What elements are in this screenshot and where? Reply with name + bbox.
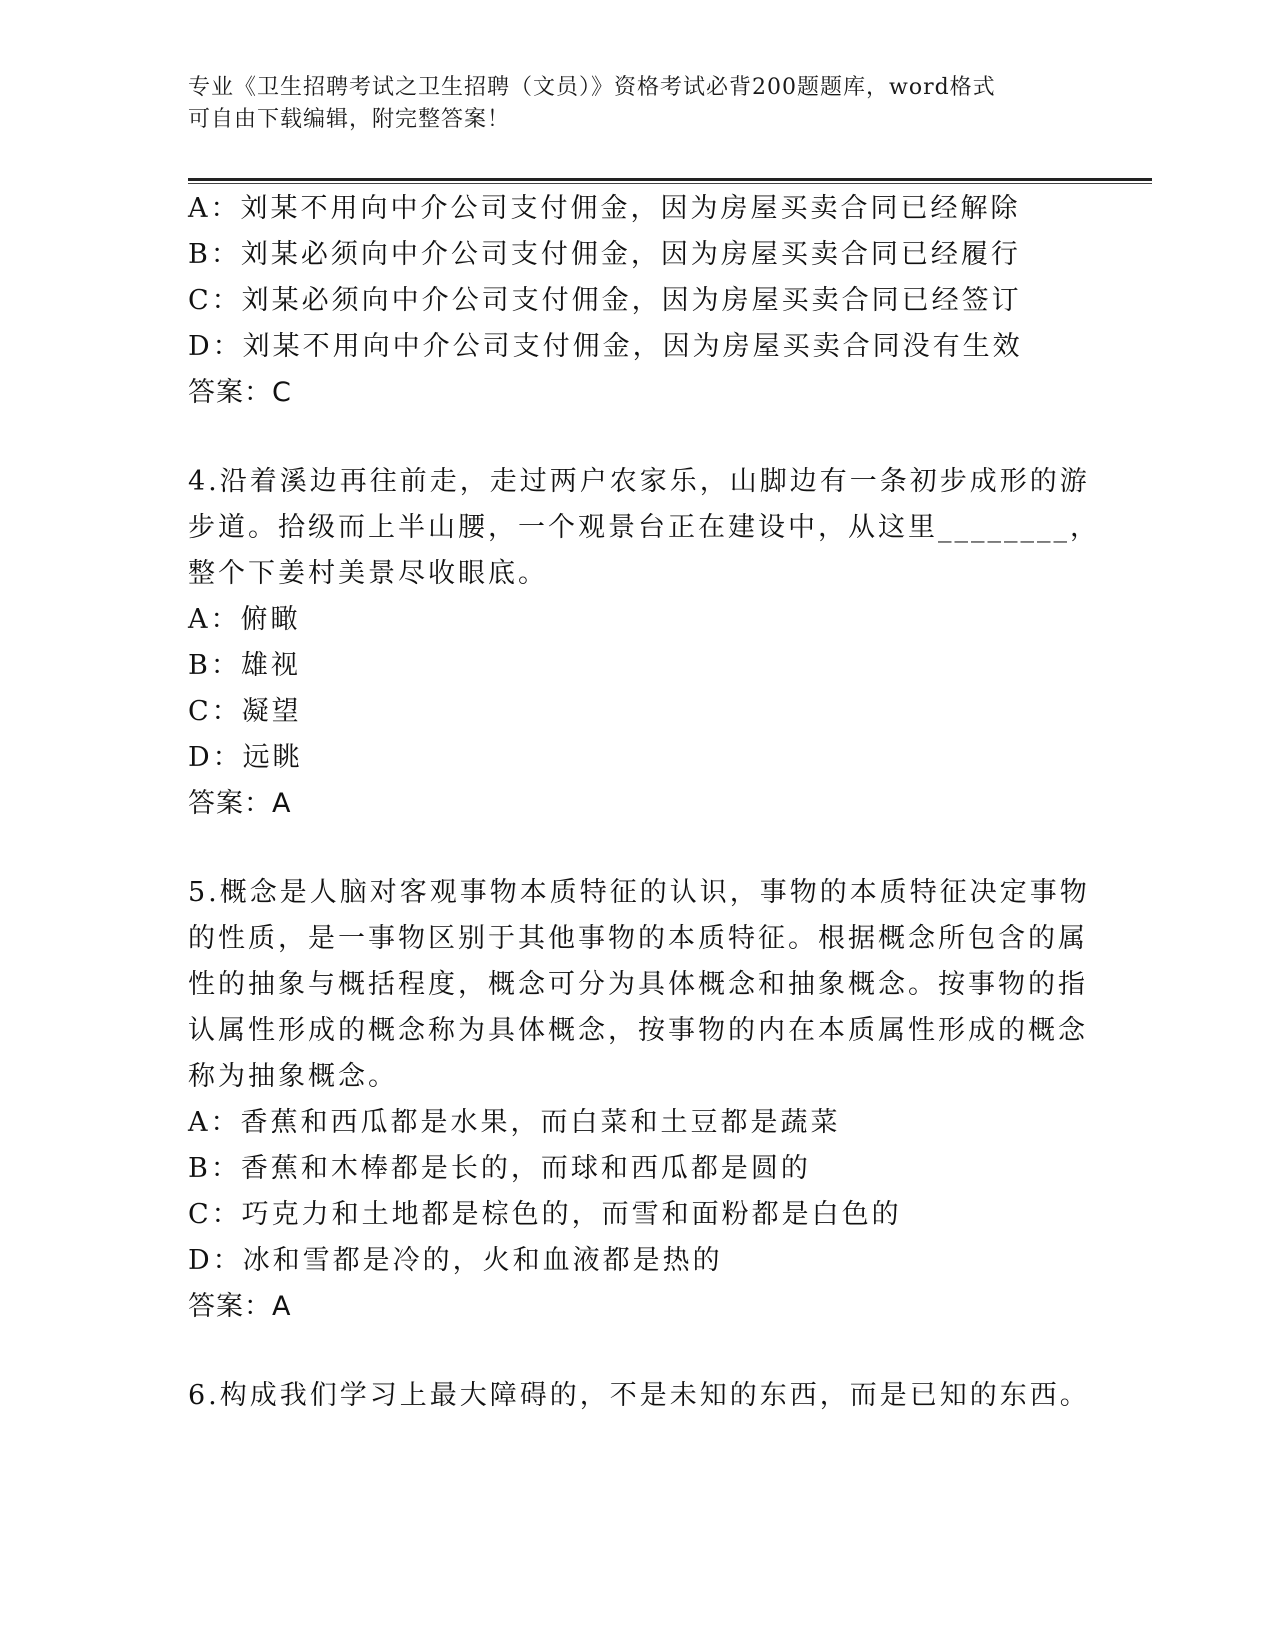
question-5 bbox=[188, 870, 1090, 1330]
question-6 bbox=[188, 1373, 1090, 1419]
option-a: A：刘某不用向中介公司支付佣金，因为房屋买卖合同已经解除 bbox=[188, 193, 1021, 224]
option-c: C：巧克力和土地都是棕色的，而雪和面粉都是白色的 bbox=[188, 1199, 902, 1230]
question-stem-line: 认属性形成的概念称为具体概念，按事物的内在本质属性形成的概念 bbox=[188, 1015, 1088, 1046]
answer-line: 答案：C bbox=[188, 377, 292, 408]
option-a: A：香蕉和西瓜都是水果，而白菜和土豆都是蔬菜 bbox=[188, 1107, 841, 1138]
header-line-2: 可自由下载编辑，附完整答案！ bbox=[188, 107, 511, 132]
question-stem-line: 5.概念是人脑对客观事物本质特征的认识，事物的本质特征决定事物 bbox=[188, 877, 1090, 908]
question-spacer bbox=[188, 827, 1068, 870]
question-3 bbox=[188, 186, 1068, 416]
option-d: D：冰和雪都是冷的，火和血液都是热的 bbox=[188, 1245, 723, 1276]
question-stem-line: 性的抽象与概括程度，概念可分为具体概念和抽象概念。按事物的指 bbox=[188, 969, 1088, 1000]
question-4 bbox=[188, 459, 1100, 827]
question-stem-line: 称为抽象概念。 bbox=[188, 1061, 398, 1092]
header-divider-thick bbox=[188, 178, 1152, 181]
option-c: C：凝望 bbox=[188, 696, 302, 727]
question-content bbox=[188, 186, 1100, 1419]
header-line-1: 专业《卫生招聘考试之卫生招聘（文员）》资格考试必背200题题库，word格式 bbox=[188, 75, 996, 100]
question-stem-line: 4.沿着溪边再往前走，走过两户农家乐，山脚边有一条初步成形的游 bbox=[188, 466, 1090, 497]
option-a: A：俯瞰 bbox=[188, 604, 301, 635]
answer-line: 答案：A bbox=[188, 788, 292, 819]
question-stem-line: 6.构成我们学习上最大障碍的，不是未知的东西，而是已知的东西。 bbox=[188, 1380, 1090, 1411]
option-b: B：刘某必须向中介公司支付佣金，因为房屋买卖合同已经履行 bbox=[188, 239, 1021, 270]
option-b: B：香蕉和木棒都是长的，而球和西瓜都是圆的 bbox=[188, 1153, 811, 1184]
question-stem-line: 整个下姜村美景尽收眼底。 bbox=[188, 558, 548, 589]
option-c: C：刘某必须向中介公司支付佣金，因为房屋买卖合同已经签订 bbox=[188, 285, 1022, 316]
option-d: D：远眺 bbox=[188, 742, 303, 773]
option-b: B：雄视 bbox=[188, 650, 301, 681]
question-spacer bbox=[188, 416, 1068, 459]
answer-line: 答案：A bbox=[188, 1291, 292, 1322]
header-divider-thin bbox=[188, 183, 1152, 184]
question-spacer bbox=[188, 1330, 1068, 1373]
question-stem-line: 步道。拾级而上半山腰，一个观景台正在建设中，从这里________， bbox=[188, 512, 1100, 543]
document-header bbox=[188, 72, 1068, 136]
option-d: D：刘某不用向中介公司支付佣金，因为房屋买卖合同没有生效 bbox=[188, 331, 1023, 362]
question-stem-line: 的性质，是一事物区别于其他事物的本质特征。根据概念所包含的属 bbox=[188, 923, 1088, 954]
